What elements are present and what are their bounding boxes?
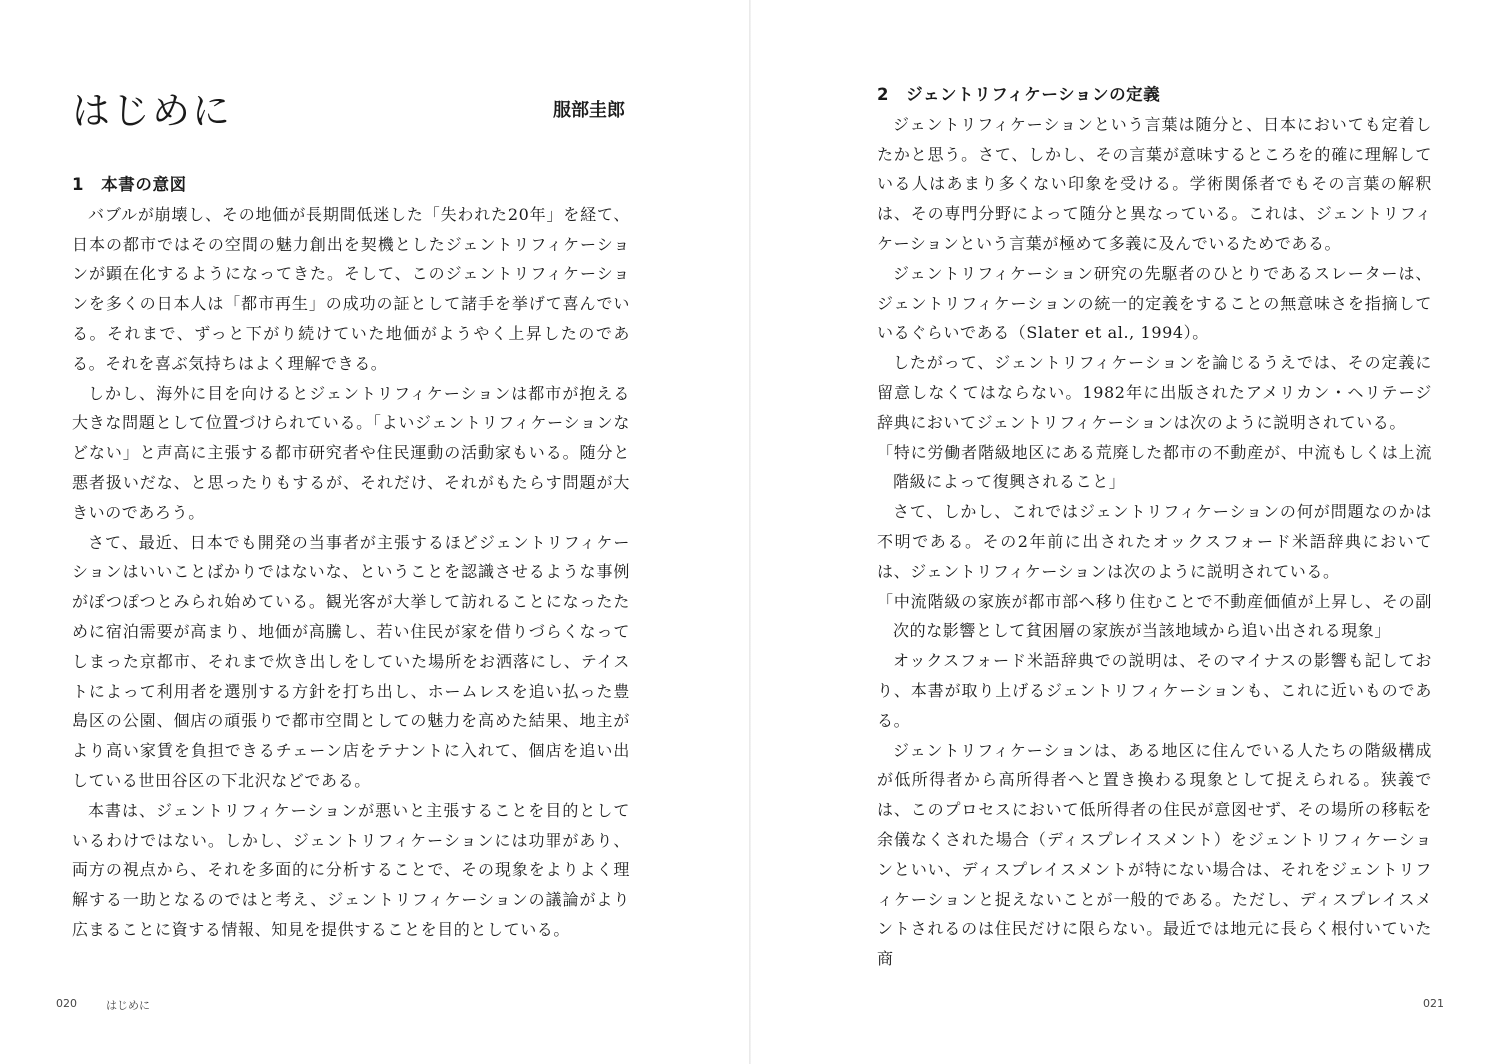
chapter-title: はじめに — [72, 89, 233, 133]
paragraph: バブルが崩壊し、その地価が長期間低迷した「失われた20年」を経て、日本の都市ではその空間の魅力創出を契機としたジェントリフィケーションが顕在化するようになってきた。そして、このジェントリフィケーションを多くの日本人は「都市再生」の成功の証として諸手を挙げて喜んでいる。それまで、ずっと下がり続けていた地価がようやく上昇したのである。それを喜ぶ気持ちはよく理解できる。 — [72, 204, 630, 373]
paragraph: 本書は、ジェントリフィケーションが悪いと主張することを目的としているわけではない。しかし、ジェントリフィケーションには功罪があり、両方の視点から、それを多面的に分析することで、その現象をよりよく理解する一助となるのではと考え、ジェントリフィケーションの議論がより広まることに資する情報、知見を提供することを目的としている。 — [72, 800, 630, 939]
page-number-right: 021 — [1423, 997, 1444, 1010]
paragraph: ジェントリフィケーションは、ある地区に住んでいる人たちの階級構成が低所得者から高所得者へと置き換わる現象として捉えられる。狭義では、このプロセスにおいて低所得者の住民が意図せず、その場所の移転を余儀なくされた場合（ディスプレイスメント）をジェントリフィケーションといい、ディスプレイスメントが特にない場合は、それをジェントリフィケーションと捉えないことが一般的である。ただし、ディスプレイスメントされるのは住民だけに限らない。最近では地元に長らく根付いていた商 — [877, 740, 1432, 969]
right-body-text — [877, 80, 1432, 974]
running-head: はじめに — [106, 999, 150, 1012]
left-page — [0, 0, 749, 1064]
section-heading-2: 2 ジェントリフィケーションの定義 — [877, 85, 1161, 104]
paragraph: ジェントリフィケーション研究の先駆者のひとりであるスレーターは、ジェントリフィケーションの統一的定義をすることの無意味さを指摘しているぐらいである（Slater et al., 1994）。 — [877, 263, 1432, 343]
paragraph: さて、最近、日本でも開発の当事者が主張するほどジェントリフィケーションはいいことばかりではないな、ということを認識させるような事例がぽつぽつとみられ始めている。観光客が大挙して訪れることになったために宿泊需要が高まり、地価が高騰し、若い住民が家を借りづらくなってしまった京都市、それまで炊き出しをしていた場所をお洒落にし、テイストによって利用者を選別する方針を打ち出し、ホームレスを追い払った豊島区の公園、個店の頑張りで都市空間としての魅力を高めた結果、地主がより高い家賃を負担できるチェーン店をテナントに入れて、個店を追い出している世田谷区の下北沢などである。 — [72, 532, 630, 790]
left-body-text — [72, 170, 630, 945]
paragraph: しかし、海外に目を向けるとジェントリフィケーションは都市が抱える大きな問題として位置づけられている。「よいジェントリフィケーションなどない」と声高に主張する都市研究者や住民運動の活動家もいる。随分と悪者扱いだな、と思ったりもするが、それだけ、それがもたらす問題が大きいのであろう。 — [72, 383, 630, 522]
paragraph: オックスフォード米語辞典での説明は、そのマイナスの影響も記しており、本書が取り上げるジェントリフィケーションも、これに近いものである。 — [877, 651, 1432, 730]
page-number-left: 020 — [56, 997, 77, 1010]
paragraph: ジェントリフィケーションという言葉は随分と、日本においても定着したかと思う。さて、しかし、その言葉が意味するところを的確に理解している人はあまり多くない印象を受ける。学術関係者でもその言葉の解釈は、その専門分野によって随分と異なっている。これは、ジェントリフィケーションという言葉が極めて多義に及んでいるためである。 — [877, 114, 1432, 253]
right-page — [751, 0, 1500, 1064]
paragraph: さて、しかし、これではジェントリフィケーションの何が問題なのかは不明である。その2年前に出されたオックスフォード米語辞典においては、ジェントリフィケーションは次のように説明されている。 — [877, 502, 1432, 581]
paragraph: したがって、ジェントリフィケーションを論じるうえでは、その定義に留意しなくてはならない。1982年に出版されたアメリカン・ヘリテージ辞典においてジェントリフィケーションは次のように説明されている。 — [877, 353, 1432, 432]
author-name: 服部圭郎 — [553, 100, 625, 121]
section-heading-1: 1 本書の意図 — [72, 175, 187, 194]
dictionary-quote: 「特に労働者階級地区にある荒廃した都市の不動産が、中流もしくは上流階級によって復興されること」 — [877, 442, 1432, 492]
dictionary-quote: 「中流階級の家族が都市部へ移り住むことで不動産価値が上昇し、その副次的な影響として貧困層の家族が当該地域から追い出される現象」 — [877, 591, 1432, 641]
